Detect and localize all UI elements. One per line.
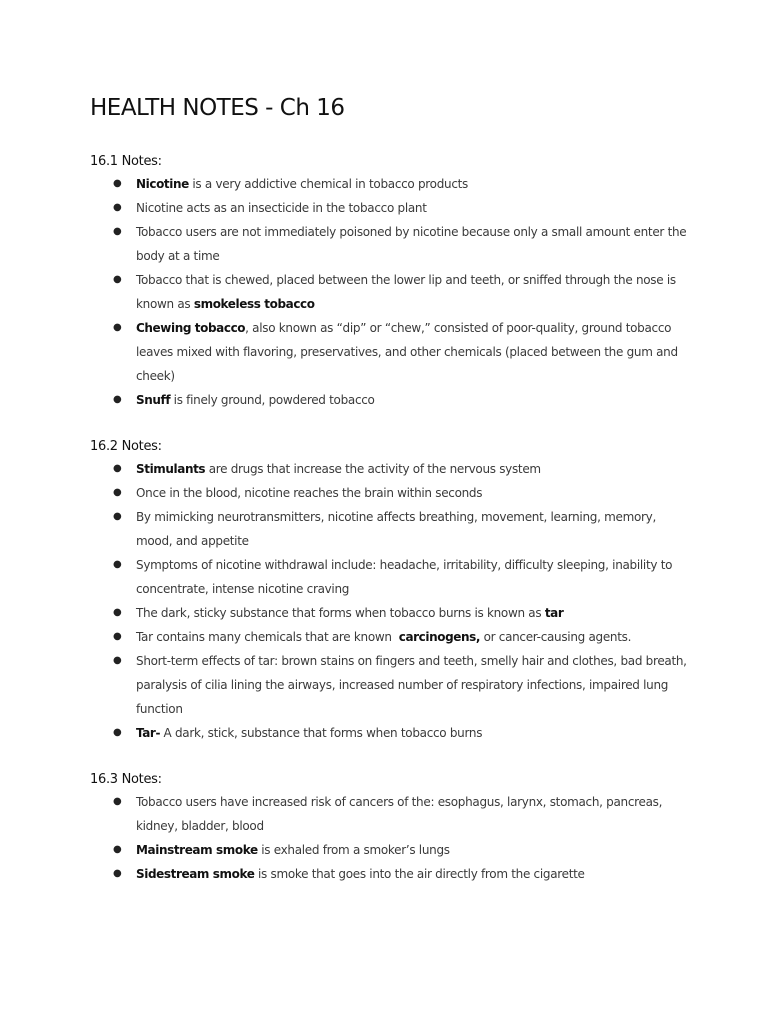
note-text: Tobacco that is chewed, placed between the lower lip and teeth, or sniffed through the nose is known as — [136, 273, 676, 311]
key-term: Sidestream smoke — [136, 867, 255, 881]
list-item — [90, 457, 690, 481]
bullet-icon: ● — [113, 727, 122, 738]
section-heading: 16.2 Notes: — [90, 439, 162, 454]
list-item — [90, 553, 690, 601]
notes-list — [90, 172, 690, 412]
section-16-1 — [90, 152, 690, 412]
bullet-icon: ● — [113, 226, 122, 237]
list-item — [90, 625, 690, 649]
note-text: Tobacco users have increased risk of cancers of the: esophagus, larynx, stomach, pancreas, kidney, bladder, blood — [136, 795, 663, 833]
note-text: Short-term effects of tar: brown stains on fingers and teeth, smelly hair and clothes, bad breath, paralysis of cilia lining the airways, increased number of respiratory infections, impaired lung function — [136, 654, 687, 716]
key-term: Snuff — [136, 393, 171, 407]
list-item — [90, 172, 690, 196]
key-term: Nicotine — [136, 177, 189, 191]
bullet-icon: ● — [113, 202, 122, 213]
bullet-icon: ● — [113, 274, 122, 285]
note-text: A dark, stick, substance that forms when tobacco burns — [160, 726, 483, 740]
list-item — [90, 481, 690, 505]
bullet-icon: ● — [113, 487, 122, 498]
note-text: , also known as “dip” or “chew,” consisted of poor-quality, ground tobacco leaves mixed with flavoring, preservatives, and other chemicals (placed between the gum and cheek) — [136, 321, 678, 383]
notes-list — [90, 790, 690, 886]
key-term: tar — [544, 606, 564, 620]
note-text: is a very addictive chemical in tobacco products — [188, 177, 468, 191]
bullet-icon: ● — [113, 796, 122, 807]
list-item — [90, 220, 690, 268]
bullet-icon: ● — [113, 868, 122, 879]
key-term: Chewing tobacco — [136, 321, 246, 335]
note-text: are drugs that increase the activity of the nervous system — [205, 462, 541, 476]
note-text: or cancer-causing agents. — [480, 630, 632, 644]
bullet-icon: ● — [113, 844, 122, 855]
note-text: The dark, sticky substance that forms when tobacco burns is known as — [136, 606, 545, 620]
list-item — [90, 790, 690, 838]
list-item — [90, 838, 690, 862]
key-term: smokeless tobacco — [193, 297, 315, 311]
list-item — [90, 721, 690, 745]
key-term: Tar- — [136, 726, 161, 740]
note-text: Symptoms of nicotine withdrawal include: headache, irritability, difficulty sleeping, inability to concentrate, intense nicotine craving — [136, 558, 673, 596]
bullet-icon: ● — [113, 394, 122, 405]
bullet-icon: ● — [113, 178, 122, 189]
notes-list — [90, 457, 690, 745]
key-term: Stimulants — [136, 462, 206, 476]
page-title: HEALTH NOTES - Ch 16 — [90, 95, 345, 121]
bullet-icon: ● — [113, 559, 122, 570]
key-term: Mainstream smoke — [136, 843, 258, 857]
section-16-3 — [90, 770, 690, 886]
bullet-icon: ● — [113, 655, 122, 666]
list-item — [90, 649, 690, 721]
section-heading: 16.1 Notes: — [90, 154, 162, 169]
bullet-icon: ● — [113, 607, 122, 618]
note-text: Tar contains many chemicals that are known — [136, 630, 399, 644]
list-item — [90, 268, 690, 316]
note-text: Once in the blood, nicotine reaches the brain within seconds — [136, 486, 483, 500]
key-term: carcinogens, — [398, 630, 481, 644]
note-text: is smoke that goes into the air directly from the cigarette — [254, 867, 585, 881]
list-item — [90, 316, 690, 388]
bullet-icon: ● — [113, 463, 122, 474]
note-text: is exhaled from a smoker’s lungs — [257, 843, 450, 857]
list-item — [90, 196, 690, 220]
list-item — [90, 862, 690, 886]
list-item — [90, 388, 690, 412]
section-16-2 — [90, 437, 690, 745]
note-text: Nicotine acts as an insecticide in the tobacco plant — [136, 201, 427, 215]
bullet-icon: ● — [113, 631, 122, 642]
note-text: By mimicking neurotransmitters, nicotine affects breathing, movement, learning, memory, mood, and appetite — [136, 510, 656, 548]
note-text: is finely ground, powdered tobacco — [170, 393, 375, 407]
note-text: Tobacco users are not immediately poisoned by nicotine because only a small amount enter the body at a time — [136, 225, 687, 263]
bullet-icon: ● — [113, 322, 122, 333]
bullet-icon: ● — [113, 511, 122, 522]
list-item — [90, 505, 690, 553]
section-heading: 16.3 Notes: — [90, 772, 162, 787]
list-item — [90, 601, 690, 625]
